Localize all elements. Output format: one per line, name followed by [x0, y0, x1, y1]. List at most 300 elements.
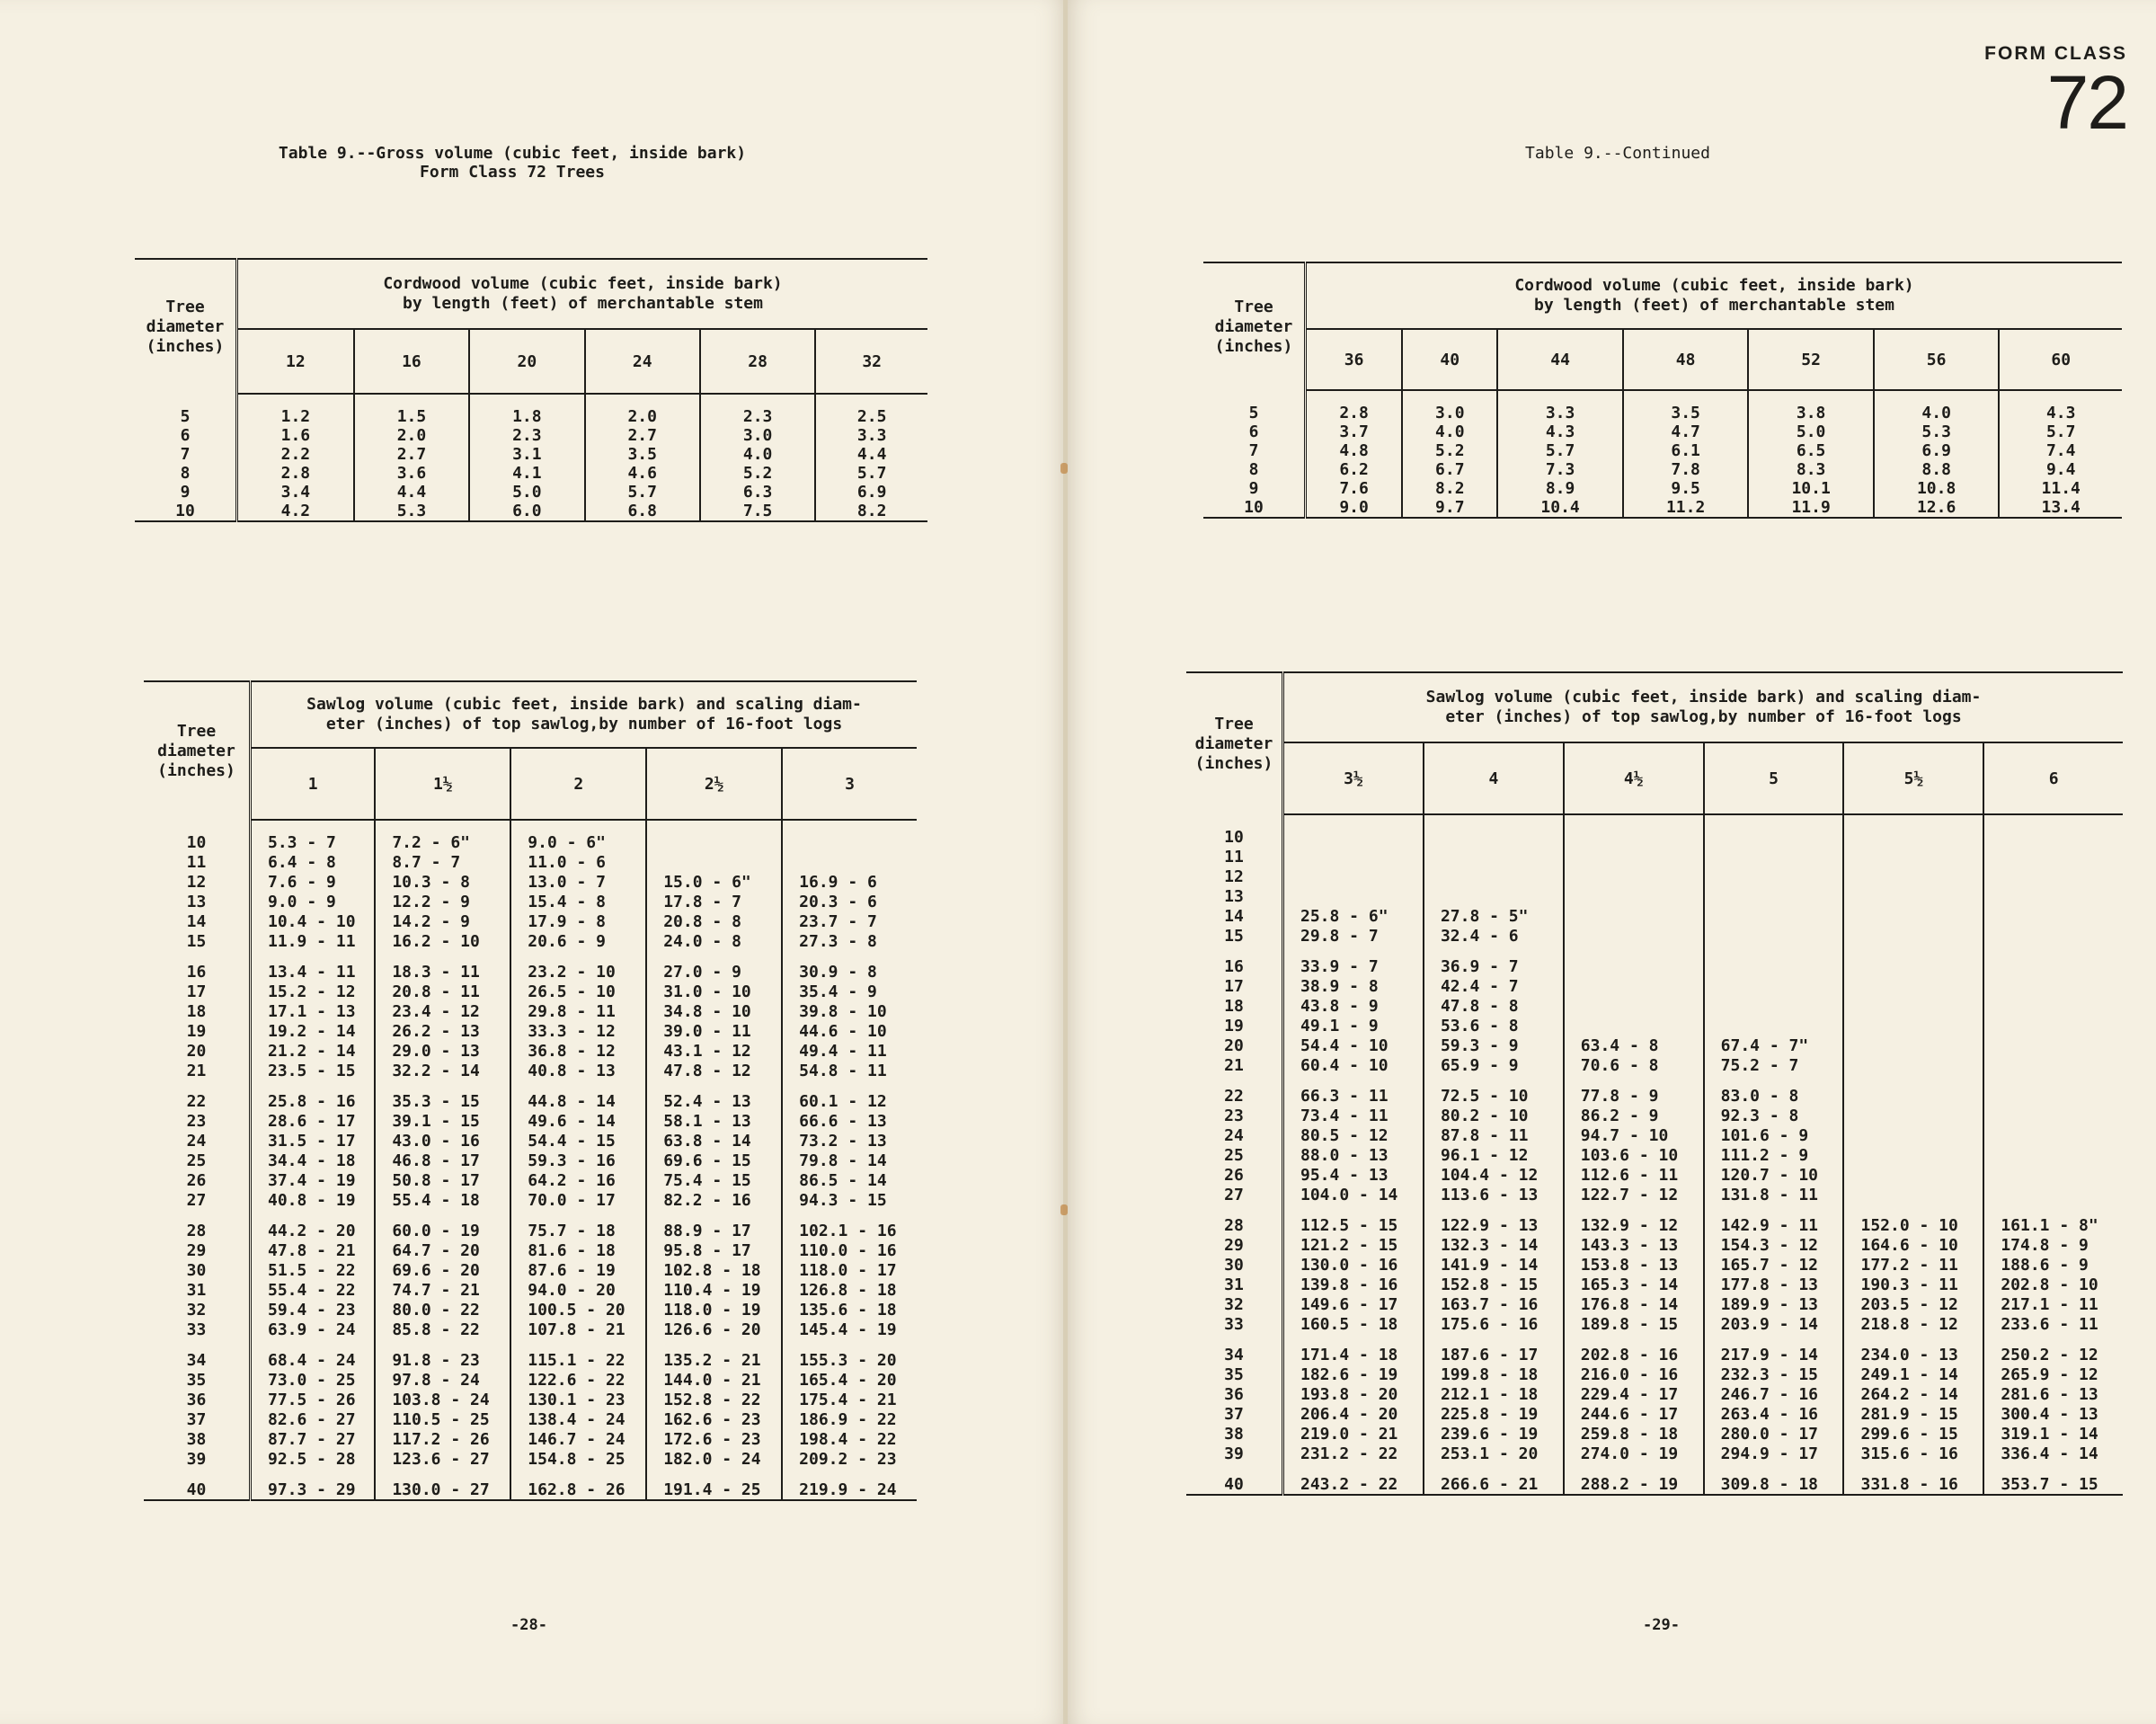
tree-diameter-cell: 17 [1224, 976, 1244, 996]
volume-cell: 5.7 [1999, 422, 2122, 441]
volume-cell: 300.4 - 13 [1983, 1404, 2123, 1424]
volume-cell: 44.8 - 14 [510, 1080, 646, 1111]
volume-cell: 232.3 - 15 [1704, 1364, 1844, 1384]
volume-cell: 15.2 - 12 [251, 982, 376, 1001]
volume-cell: 259.8 - 18 [1564, 1424, 1704, 1444]
volume-cell [1983, 946, 2123, 976]
volume-cell: 152.0 - 10 [1843, 1204, 1983, 1235]
volume-cell: 122.9 - 13 [1424, 1204, 1564, 1235]
volume-cell: 149.6 - 17 [1283, 1294, 1424, 1314]
table-row [1203, 460, 2122, 479]
table-row [144, 1240, 917, 1260]
volume-cell: 165.7 - 12 [1704, 1255, 1844, 1275]
volume-cell: 50.8 - 17 [375, 1170, 510, 1190]
volume-cell: 25.8 - 6" [1283, 906, 1424, 926]
tree-diameter-cell: 5 [1248, 403, 1259, 422]
volume-cell: 225.8 - 19 [1424, 1404, 1564, 1424]
volume-cell: 142.9 - 11 [1704, 1204, 1844, 1235]
volume-cell: 70.6 - 8 [1564, 1055, 1704, 1075]
volume-cell: 4.3 [1497, 422, 1623, 441]
volume-cell: 40.8 - 19 [251, 1190, 376, 1210]
tree-diameter-cell: 27 [186, 1190, 207, 1210]
table-row [135, 445, 927, 464]
volume-cell: 155.3 - 20 [782, 1339, 917, 1370]
volume-cell: 161.1 - 8" [1983, 1204, 2123, 1235]
volume-cell: 319.1 - 14 [1983, 1424, 2123, 1444]
volume-cell: 5.7 [585, 483, 700, 502]
volume-cell [1704, 814, 1844, 847]
volume-cell [1983, 906, 2123, 926]
tree-diameter-cell: 33 [186, 1320, 207, 1339]
volume-cell: 2.7 [585, 426, 700, 445]
volume-cell: 229.4 - 17 [1564, 1384, 1704, 1404]
tree-diameter-cell: 35 [186, 1370, 207, 1390]
volume-cell [1983, 1185, 2123, 1204]
tree-diameter-cell: 11 [186, 852, 207, 872]
volume-cell: 203.9 - 14 [1704, 1314, 1844, 1334]
table-row [1186, 814, 2123, 847]
volume-cell: 95.8 - 17 [646, 1240, 782, 1260]
table-row [1186, 906, 2123, 926]
volume-cell: 23.4 - 12 [375, 1001, 510, 1021]
table-row [1186, 1055, 2123, 1075]
volume-cell: 123.6 - 27 [375, 1449, 510, 1469]
volume-cell: 7.5 [700, 502, 815, 521]
table-row [1186, 1035, 2123, 1055]
volume-cell: 60.0 - 19 [375, 1210, 510, 1240]
right-caption: Table 9.--Continued [1525, 144, 1710, 163]
volume-cell [646, 852, 782, 872]
volume-cell: 263.4 - 16 [1704, 1404, 1844, 1424]
volume-cell [1843, 1165, 1983, 1185]
tree-diameter-cell: 15 [1224, 926, 1244, 946]
tree-diameter-cell: 37 [1224, 1404, 1244, 1424]
volume-cell: 17.8 - 7 [646, 892, 782, 911]
volume-cell: 32.4 - 6 [1424, 926, 1564, 946]
tree-diameter-cell: 31 [1224, 1275, 1244, 1294]
volume-cell [1283, 847, 1424, 866]
volume-cell [1424, 814, 1564, 847]
table-row [1186, 926, 2123, 946]
volume-cell: 6.3 [700, 483, 815, 502]
volume-cell: 135.2 - 21 [646, 1339, 782, 1370]
table-row [1186, 1016, 2123, 1035]
volume-cell: 36.9 - 7 [1424, 946, 1564, 976]
volume-cell: 103.6 - 10 [1564, 1145, 1704, 1165]
volume-cell: 3.3 [1497, 390, 1623, 422]
table-row [144, 1339, 917, 1370]
volume-cell: 86.2 - 9 [1564, 1106, 1704, 1125]
column-header: 2½ [646, 748, 782, 820]
volume-cell: 39.0 - 11 [646, 1021, 782, 1041]
tree-diameter-cell: 17 [186, 982, 207, 1001]
volume-cell: 8.2 [1402, 479, 1497, 498]
table-row [144, 1449, 917, 1469]
volume-cell [1704, 946, 1844, 976]
volume-cell: 132.3 - 14 [1424, 1235, 1564, 1255]
tree-diameter-cell: 14 [1224, 906, 1244, 926]
table-row [1186, 1255, 2123, 1275]
volume-cell [1983, 847, 2123, 866]
table-row [1186, 1075, 2123, 1106]
volume-cell [1843, 847, 1983, 866]
volume-cell: 64.7 - 20 [375, 1240, 510, 1260]
volume-cell: 212.1 - 18 [1424, 1384, 1564, 1404]
volume-cell: 174.8 - 9 [1983, 1235, 2123, 1255]
volume-cell: 16.2 - 10 [375, 931, 510, 951]
volume-cell: 54.8 - 11 [782, 1061, 917, 1080]
volume-cell: 1.8 [469, 394, 584, 426]
volume-cell: 59.3 - 9 [1424, 1035, 1564, 1055]
volume-cell: 35.3 - 15 [375, 1080, 510, 1111]
volume-cell [782, 820, 917, 852]
volume-cell [1983, 814, 2123, 847]
volume-cell: 113.6 - 13 [1424, 1185, 1564, 1204]
volume-cell: 202.8 - 10 [1983, 1275, 2123, 1294]
volume-cell: 80.5 - 12 [1283, 1125, 1424, 1145]
volume-cell: 234.0 - 13 [1843, 1334, 1983, 1364]
table-row [144, 872, 917, 892]
volume-cell [1843, 866, 1983, 886]
volume-cell: 218.8 - 12 [1843, 1314, 1983, 1334]
volume-cell: 21.2 - 14 [251, 1041, 376, 1061]
volume-cell: 20.8 - 11 [375, 982, 510, 1001]
volume-cell [1843, 996, 1983, 1016]
volume-cell: 72.5 - 10 [1424, 1075, 1564, 1106]
tree-diameter-cell: 23 [186, 1111, 207, 1131]
tree-diameter-cell: 20 [1224, 1035, 1244, 1055]
volume-cell: 7.2 - 6" [375, 820, 510, 852]
volume-cell: 94.0 - 20 [510, 1280, 646, 1300]
volume-cell: 87.7 - 27 [251, 1429, 376, 1449]
table-row [1203, 441, 2122, 460]
column-header: 16 [354, 329, 469, 394]
volume-cell: 20.3 - 6 [782, 892, 917, 911]
volume-cell [1564, 996, 1704, 1016]
tree-diameter-cell: 39 [186, 1449, 207, 1469]
table-row [144, 1300, 917, 1320]
volume-cell: 5.2 [700, 464, 815, 483]
column-header: 4½ [1564, 742, 1704, 814]
volume-cell: 4.7 [1623, 422, 1749, 441]
volume-cell: 85.8 - 22 [375, 1320, 510, 1339]
table-row [144, 852, 917, 872]
column-header: 36 [1306, 329, 1403, 390]
volume-cell [1704, 996, 1844, 1016]
tree-diameter-cell: 34 [1224, 1345, 1244, 1364]
sawlog-group-header: Sawlog volume (cubic feet, inside bark) and scaling diam- eter (inches) of top sawlog,by number of 16-foot logs [1283, 672, 2124, 742]
volume-cell [1424, 847, 1564, 866]
table-row [144, 1080, 917, 1111]
table-row [1186, 1424, 2123, 1444]
volume-cell: 83.0 - 8 [1704, 1075, 1844, 1106]
tree-diameter-cell: 30 [186, 1260, 207, 1280]
tree-diameter-cell: 38 [186, 1429, 207, 1449]
volume-cell [1704, 926, 1844, 946]
volume-cell [1704, 886, 1844, 906]
volume-cell: 280.0 - 17 [1704, 1424, 1844, 1444]
volume-cell: 23.5 - 15 [251, 1061, 376, 1080]
tree-diameter-cell: 29 [186, 1240, 207, 1260]
volume-cell: 177.8 - 13 [1704, 1275, 1844, 1294]
volume-cell: 202.8 - 16 [1564, 1334, 1704, 1364]
volume-cell [1983, 976, 2123, 996]
right-page [1068, 0, 2156, 1724]
volume-cell: 20.8 - 8 [646, 911, 782, 931]
volume-cell: 23.7 - 7 [782, 911, 917, 931]
volume-cell: 104.4 - 12 [1424, 1165, 1564, 1185]
volume-cell: 5.3 - 7 [251, 820, 376, 852]
volume-cell: 2.0 [585, 394, 700, 426]
volume-cell: 9.7 [1402, 498, 1497, 518]
volume-cell: 63.8 - 14 [646, 1131, 782, 1151]
tree-diameter-cell: 39 [1224, 1444, 1244, 1463]
volume-cell: 165.4 - 20 [782, 1370, 917, 1390]
volume-cell [1564, 946, 1704, 976]
volume-cell: 96.1 - 12 [1424, 1145, 1564, 1165]
column-header: 1 [251, 748, 376, 820]
table-row [1186, 886, 2123, 906]
volume-cell: 217.1 - 11 [1983, 1294, 2123, 1314]
table-row [1186, 1463, 2123, 1495]
volume-cell: 9.5 [1623, 479, 1749, 498]
volume-cell: 42.4 - 7 [1424, 976, 1564, 996]
volume-cell: 216.0 - 16 [1564, 1364, 1704, 1384]
volume-cell: 81.6 - 18 [510, 1240, 646, 1260]
volume-cell [1704, 1016, 1844, 1035]
volume-cell: 86.5 - 14 [782, 1170, 917, 1190]
volume-cell: 164.6 - 10 [1843, 1235, 1983, 1255]
volume-cell [1983, 866, 2123, 886]
volume-cell: 70.0 - 17 [510, 1190, 646, 1210]
tree-diameter-cell: 26 [186, 1170, 207, 1190]
tree-diameter-cell: 21 [1224, 1055, 1244, 1075]
tree-diameter-header: Tree diameter (inches) [144, 681, 251, 820]
volume-cell: 315.6 - 16 [1843, 1444, 1983, 1463]
tree-diameter-cell: 10 [1203, 498, 1306, 518]
volume-cell: 49.4 - 11 [782, 1041, 917, 1061]
tree-diameter-cell: 34 [186, 1350, 207, 1370]
volume-cell: 15.0 - 6" [646, 872, 782, 892]
volume-cell: 18.3 - 11 [375, 951, 510, 982]
volume-cell: 2.7 [354, 445, 469, 464]
table-row [144, 1469, 917, 1500]
spine-mark [1060, 463, 1068, 474]
volume-cell: 25.8 - 16 [251, 1080, 376, 1111]
left-page [0, 0, 1067, 1724]
volume-cell: 6.0 [469, 502, 584, 521]
volume-cell [1564, 886, 1704, 906]
volume-cell: 2.0 [354, 426, 469, 445]
left-caption [225, 144, 800, 182]
volume-cell: 199.8 - 18 [1424, 1364, 1564, 1384]
table-row [1186, 1384, 2123, 1404]
volume-cell [1983, 1145, 2123, 1165]
volume-cell: 171.4 - 18 [1283, 1334, 1424, 1364]
table-row [144, 931, 917, 951]
volume-cell: 6.4 - 8 [251, 852, 376, 872]
volume-cell [1843, 1055, 1983, 1075]
volume-cell [1424, 886, 1564, 906]
column-header: 40 [1402, 329, 1497, 390]
volume-cell [1843, 1185, 1983, 1204]
volume-cell: 49.6 - 14 [510, 1111, 646, 1131]
column-header: 6 [1983, 742, 2123, 814]
volume-cell: 6.9 [815, 483, 927, 502]
volume-cell: 141.9 - 14 [1424, 1255, 1564, 1275]
volume-cell: 32.2 - 14 [375, 1061, 510, 1080]
volume-cell: 34.4 - 18 [251, 1151, 376, 1170]
tree-diameter-cell: 33 [1224, 1314, 1244, 1334]
table-row [144, 982, 917, 1001]
volume-cell: 101.6 - 9 [1704, 1125, 1844, 1145]
volume-cell: 190.3 - 11 [1843, 1275, 1983, 1294]
volume-cell: 5.0 [1748, 422, 1874, 441]
table-row [144, 1111, 917, 1131]
volume-cell: 40.8 - 13 [510, 1061, 646, 1080]
volume-cell: 12.2 - 9 [375, 892, 510, 911]
volume-cell [1424, 866, 1564, 886]
tree-diameter-cell: 15 [186, 931, 207, 951]
volume-cell: 126.8 - 18 [782, 1280, 917, 1300]
table-row [144, 1131, 917, 1151]
volume-cell [1564, 866, 1704, 886]
table-row [144, 1409, 917, 1429]
volume-cell: 120.7 - 10 [1704, 1165, 1844, 1185]
table-row [144, 1210, 917, 1240]
volume-cell: 206.4 - 20 [1283, 1404, 1424, 1424]
column-header: 4 [1424, 742, 1564, 814]
tree-diameter-cell: 7 [1248, 441, 1259, 460]
volume-cell [1843, 1106, 1983, 1125]
volume-cell: 9.0 [1306, 498, 1403, 518]
volume-cell: 67.4 - 7" [1704, 1035, 1844, 1055]
table-row [144, 1001, 917, 1021]
volume-cell: 182.0 - 24 [646, 1449, 782, 1469]
volume-cell: 80.0 - 22 [375, 1300, 510, 1320]
column-header: 24 [585, 329, 700, 394]
volume-cell: 73.4 - 11 [1283, 1106, 1424, 1125]
tree-diameter-header: Tree diameter (inches) [1203, 262, 1306, 390]
volume-cell: 249.1 - 14 [1843, 1364, 1983, 1384]
tree-diameter-cell: 37 [186, 1409, 207, 1429]
volume-cell: 250.2 - 12 [1983, 1334, 2123, 1364]
volume-cell: 1.5 [354, 394, 469, 426]
table-row [1186, 946, 2123, 976]
volume-cell: 122.6 - 22 [510, 1370, 646, 1390]
volume-cell: 189.8 - 15 [1564, 1314, 1704, 1334]
table-row [144, 1041, 917, 1061]
volume-cell: 43.1 - 12 [646, 1041, 782, 1061]
volume-cell: 3.5 [585, 445, 700, 464]
page-number-left: -28- [510, 1616, 547, 1634]
tree-diameter-cell: 9 [180, 483, 191, 502]
volume-cell: 75.4 - 15 [646, 1170, 782, 1190]
volume-cell [1983, 1125, 2123, 1145]
volume-cell: 146.7 - 24 [510, 1429, 646, 1449]
tree-diameter-cell: 23 [1224, 1106, 1244, 1125]
column-header: 3½ [1283, 742, 1424, 814]
sawlog-table-right [1186, 671, 2123, 1496]
volume-cell [1843, 976, 1983, 996]
volume-cell: 3.3 [815, 426, 927, 445]
volume-cell [1843, 886, 1983, 906]
volume-cell: 30.9 - 8 [782, 951, 917, 982]
volume-cell: 117.2 - 26 [375, 1429, 510, 1449]
volume-cell: 6.7 [1402, 460, 1497, 479]
volume-cell: 3.8 [1748, 390, 1874, 422]
tree-diameter-cell: 10 [135, 502, 237, 521]
volume-cell: 54.4 - 10 [1283, 1035, 1424, 1055]
volume-cell: 7.4 [1999, 441, 2122, 460]
volume-cell [1843, 1125, 1983, 1145]
volume-cell: 217.9 - 14 [1704, 1334, 1844, 1364]
table-row [1186, 1235, 2123, 1255]
volume-cell: 29.0 - 13 [375, 1041, 510, 1061]
tree-diameter-cell: 26 [1224, 1165, 1244, 1185]
cordwood-table-right [1203, 262, 2122, 519]
table-row [1186, 1314, 2123, 1334]
volume-cell: 59.4 - 23 [251, 1300, 376, 1320]
tree-diameter-cell: 24 [186, 1131, 207, 1151]
table-row [1186, 866, 2123, 886]
column-header: 48 [1623, 329, 1749, 390]
volume-cell: 92.5 - 28 [251, 1449, 376, 1469]
tree-diameter-cell: 29 [1224, 1235, 1244, 1255]
volume-cell [1843, 1016, 1983, 1035]
volume-cell: 288.2 - 19 [1564, 1463, 1704, 1495]
volume-cell: 2.2 [237, 445, 354, 464]
volume-cell: 28.6 - 17 [251, 1111, 376, 1131]
volume-cell: 2.8 [237, 464, 354, 483]
tree-diameter-cell: 19 [186, 1021, 207, 1041]
volume-cell [646, 820, 782, 852]
volume-cell: 294.9 - 17 [1704, 1444, 1844, 1463]
volume-cell: 121.2 - 15 [1283, 1235, 1424, 1255]
volume-cell: 29.8 - 11 [510, 1001, 646, 1021]
volume-cell: 246.7 - 16 [1704, 1384, 1844, 1404]
volume-cell: 10.3 - 8 [375, 872, 510, 892]
volume-cell: 20.6 - 9 [510, 931, 646, 951]
form-class-number: 72 [2046, 60, 2127, 145]
volume-cell: 31.0 - 10 [646, 982, 782, 1001]
volume-cell: 6.5 [1748, 441, 1874, 460]
tree-diameter-cell: 28 [1224, 1215, 1244, 1235]
volume-cell [1983, 1106, 2123, 1125]
volume-cell: 2.5 [815, 394, 927, 426]
volume-cell: 8.7 - 7 [375, 852, 510, 872]
volume-cell [1843, 1145, 1983, 1165]
volume-cell: 188.6 - 9 [1983, 1255, 2123, 1275]
form-class-label: FORM CLASS [1984, 43, 2127, 64]
tree-diameter-cell: 40 [1186, 1463, 1283, 1495]
volume-cell: 8.9 [1497, 479, 1623, 498]
volume-cell: 3.1 [469, 445, 584, 464]
volume-cell: 187.6 - 17 [1424, 1334, 1564, 1364]
volume-cell: 3.7 [1306, 422, 1403, 441]
volume-cell [1704, 847, 1844, 866]
table-row [1186, 1125, 2123, 1145]
volume-cell: 60.1 - 12 [782, 1080, 917, 1111]
table-row [144, 1151, 917, 1170]
volume-cell: 102.8 - 18 [646, 1260, 782, 1280]
table-row [1203, 390, 2122, 422]
volume-cell: 193.8 - 20 [1283, 1384, 1424, 1404]
spine-mark [1060, 1204, 1068, 1215]
tree-diameter-cell: 8 [1248, 460, 1259, 479]
table-row [144, 1260, 917, 1280]
volume-cell: 11.4 [1999, 479, 2122, 498]
